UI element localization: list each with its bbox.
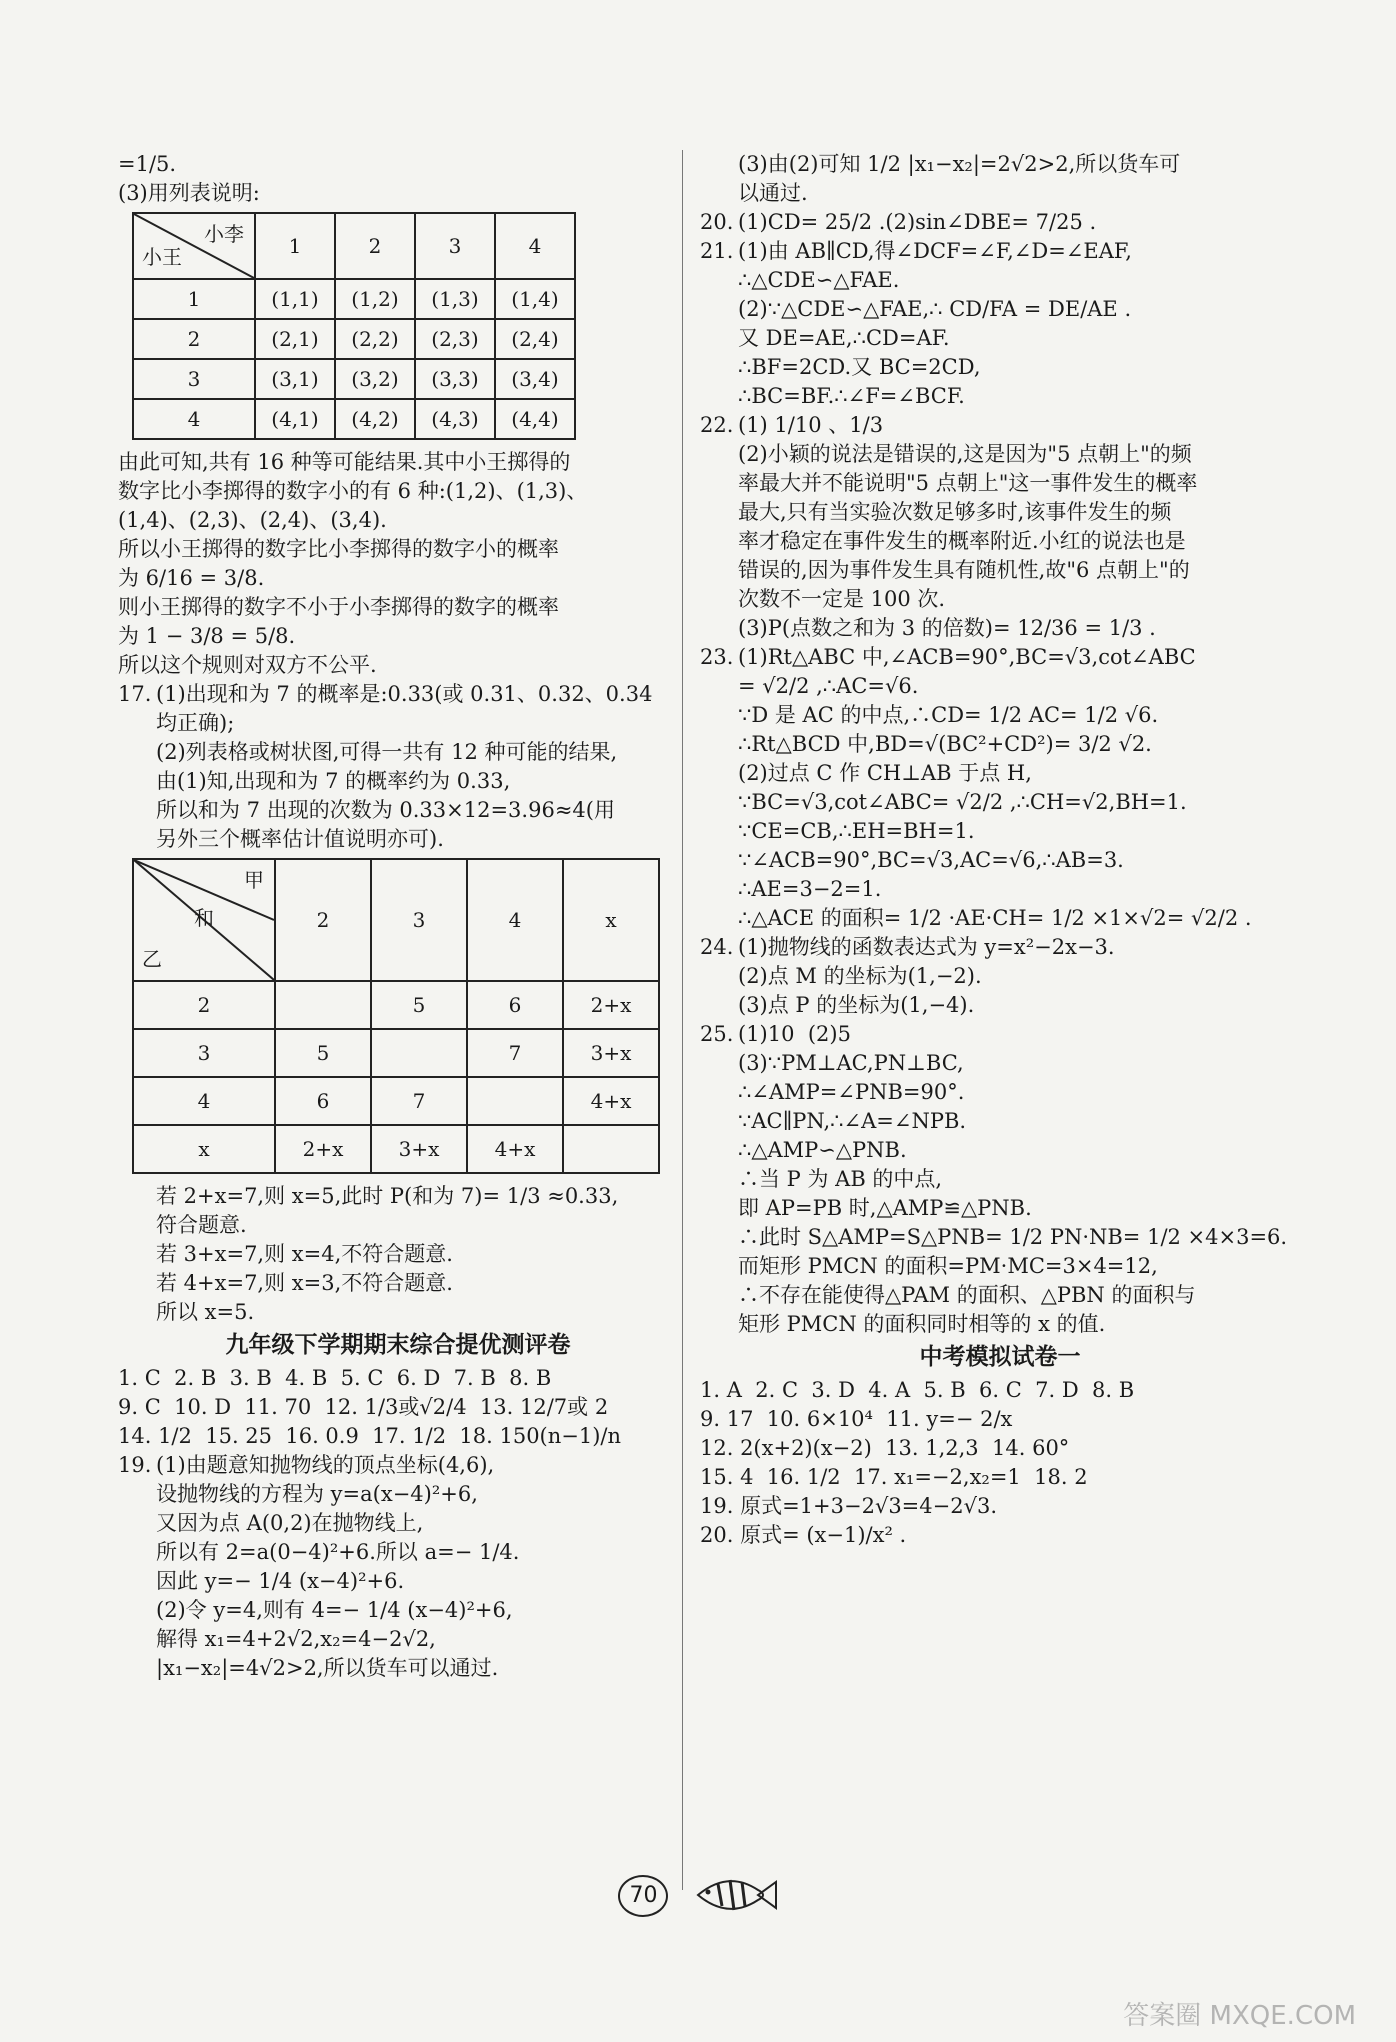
- text-line: =1/5.: [118, 152, 177, 176]
- answer-line: 1. A 2. C 3. D 4. A 5. B 6. C 7. D 8. B: [700, 1378, 1135, 1402]
- text-line: 以通过.: [738, 181, 808, 205]
- question-20: 20. (1)CD= 25/2 .(2)sin∠DBE= 7/25 .: [700, 210, 1097, 234]
- text-line: ∴不存在能使得△PAM 的面积、△PBN 的面积与: [738, 1283, 1196, 1307]
- text-line: ∵D 是 AC 的中点,∴CD= 1/2 AC= 1/2 √6.: [738, 703, 1159, 727]
- text-line: ∴△AMP∽△PNB.: [738, 1138, 907, 1162]
- table-row: 3 (3,1) (3,2) (3,3) (3,4): [133, 359, 575, 399]
- text-line: (2)小颖的说法是错误的,这是因为"5 点朝上"的频: [738, 442, 1192, 466]
- answer-line: 19. 原式=1+3−2√3=4−2√3.: [700, 1494, 998, 1518]
- right-column: [700, 150, 1300, 1550]
- text-line: (3)用列表说明:: [118, 181, 260, 205]
- table-header: 2: [275, 859, 371, 981]
- table-row: 1 (1,1) (1,2) (1,3) (1,4): [133, 279, 575, 319]
- text-line: 则小王掷得的数字不小于小李掷得的数字的概率: [118, 595, 559, 619]
- text-line: 最大,只有当实验次数足够多时,该事件发生的频: [738, 500, 1172, 524]
- text-line: (2)∵△CDE∽△FAE,∴ CD/FA = DE/AE .: [738, 297, 1132, 321]
- table-corner: 小李 小王: [133, 213, 255, 279]
- answer-line: 9. C 10. D 11. 70 12. 1/3或√2/4 13. 12/7或 2: [118, 1395, 609, 1419]
- text-line: ∴BF=2CD.又 BC=2CD,: [738, 355, 981, 379]
- text-line: (3)∵PM⊥AC,PN⊥BC,: [738, 1051, 964, 1075]
- text-line: 若 3+x=7,则 x=4,不符合题意.: [156, 1242, 453, 1266]
- question-17: 17. (1)出现和为 7 的概率是:0.33(或 0.31、0.32、0.34: [118, 682, 653, 706]
- text-line: 解得 x₁=4+2√2,x₂=4−2√2,: [156, 1627, 436, 1651]
- text-line: ∵BC=√3,cot∠ABC= √2/2 ,∴CH=√2,BH=1.: [738, 790, 1187, 814]
- text-line: ∴此时 S△AMP=S△PNB= 1/2 PN·NB= 1/2 ×4×3=6.: [738, 1225, 1288, 1249]
- text-line: ∴当 P 为 AB 的中点,: [738, 1167, 943, 1191]
- text-line: (1,4)、(2,3)、(2,4)、(3,4).: [118, 508, 387, 532]
- outcome-table-1: [132, 212, 576, 440]
- section-title: 九年级下学期期末综合提优测评卷: [225, 1332, 571, 1358]
- text-line: 由此可知,共有 16 种等可能结果.其中小王掷得的: [118, 450, 571, 474]
- text-line: 因此 y=− 1/4 (x−4)²+6.: [156, 1569, 405, 1593]
- table-header: 3: [415, 213, 495, 279]
- table-header: 1: [255, 213, 335, 279]
- text-line: 又 DE=AE,∴CD=AF.: [738, 326, 950, 350]
- text-line: ∴△CDE∽△FAE.: [738, 268, 900, 292]
- question-22: 22. (1) 1/10 、1/3: [700, 413, 884, 437]
- text-line: 所以和为 7 出现的次数为 0.33×12=3.96≈4(用: [156, 798, 615, 822]
- text-line: 所以有 2=a(0−4)²+6.所以 a=− 1/4.: [156, 1540, 520, 1564]
- text-line: |x₁−x₂|=4√2>2,所以货车可以通过.: [156, 1656, 499, 1680]
- text-line: 而矩形 PMCN 的面积=PM·MC=3×4=12,: [738, 1254, 1158, 1278]
- text-line: 所以小王掷得的数字比小李掷得的数字小的概率: [118, 537, 559, 561]
- text-line: ∴Rt△BCD 中,BD=√(BC²+CD²)= 3/2 √2.: [738, 732, 1152, 756]
- text-line: (3)P(点数之和为 3 的倍数)= 12/36 = 1/3 .: [738, 616, 1156, 640]
- page-number: 70: [618, 1875, 668, 1917]
- question-25: 25. (1)10 (2)5: [700, 1022, 851, 1046]
- answer-line: 14. 1/2 15. 25 16. 0.9 17. 1/2 18. 150(n−1)/n: [118, 1424, 622, 1448]
- text-line: 所以这个规则对双方不公平.: [118, 653, 377, 677]
- watermark: 答案圈 MXQE.COM: [1123, 2001, 1356, 2031]
- text-line: ∴∠AMP=∠PNB=90°.: [738, 1080, 965, 1104]
- text-line: 为 1 − 3/8 = 5/8.: [118, 624, 296, 648]
- table-row: 4 (4,1) (4,2) (4,3) (4,4): [133, 399, 575, 439]
- table-row: 3 5 7 3+x: [133, 1029, 659, 1077]
- table-header: 4: [467, 859, 563, 981]
- table-header: x: [563, 859, 659, 981]
- text-line: 率最大并不能说明"5 点朝上"这一事件发生的概率: [738, 471, 1198, 495]
- question-21: 21. (1)由 AB∥CD,得∠DCF=∠F,∠D=∠EAF,: [700, 239, 1132, 263]
- text-line: 所以 x=5.: [156, 1300, 255, 1324]
- text-line: ∵CE=CB,∴EH=BH=1.: [738, 819, 975, 843]
- text-line: = √2/2 ,∴AC=√6.: [738, 674, 919, 698]
- text-line: (2)过点 C 作 CH⊥AB 于点 H,: [738, 761, 1032, 785]
- text-line: 由(1)知,出现和为 7 的概率约为 0.33,: [156, 769, 511, 793]
- question-23: 23. (1)Rt△ABC 中,∠ACB=90°,BC=√3,cot∠ABC: [700, 645, 1196, 669]
- answer-line: 20. 原式= (x−1)/x² .: [700, 1523, 907, 1547]
- section-title: 中考模拟试卷一: [919, 1344, 1081, 1370]
- text-line: ∵AC∥PN,∴∠A=∠NPB.: [738, 1109, 967, 1133]
- text-line: 若 2+x=7,则 x=5,此时 P(和为 7)= 1/3 ≈0.33,: [156, 1184, 619, 1208]
- text-line: (3)由(2)可知 1/2 |x₁−x₂|=2√2>2,所以货车可: [738, 152, 1181, 176]
- text-line: ∵∠ACB=90°,BC=√3,AC=√6,∴AB=3.: [738, 848, 1124, 872]
- column-divider: [682, 150, 683, 1890]
- answer-line: 9. 17 10. 6×10⁴ 11. y=− 2/x: [700, 1407, 1013, 1431]
- question-19: 19. (1)由题意知抛物线的顶点坐标(4,6),: [118, 1453, 495, 1477]
- text-line: 设抛物线的方程为 y=a(x−4)²+6,: [156, 1482, 478, 1506]
- outcome-table-2: [132, 858, 660, 1174]
- text-line: 数字比小李掷得的数字小的有 6 种:(1,2)、(1,3)、: [118, 479, 588, 503]
- text-line: ∴△ACE 的面积= 1/2 ·AE·CH= 1/2 ×1×√2= √2/2 .: [738, 906, 1252, 930]
- table-header: 3: [371, 859, 467, 981]
- text-line: (2)令 y=4,则有 4=− 1/4 (x−4)²+6,: [156, 1598, 513, 1622]
- left-column: [118, 150, 678, 1683]
- text-line: 次数不一定是 100 次.: [738, 587, 946, 611]
- answer-line: 15. 4 16. 1/2 17. x₁=−2,x₂=1 18. 2: [700, 1465, 1088, 1489]
- text-line: 又因为点 A(0,2)在抛物线上,: [156, 1511, 424, 1535]
- text-line: 符合题意.: [156, 1213, 247, 1237]
- text-line: (2)列表格或树状图,可得一共有 12 种可能的结果,: [156, 740, 618, 764]
- text-line: 均正确);: [156, 711, 235, 735]
- table-row: x 2+x 3+x 4+x: [133, 1125, 659, 1173]
- table-header: 4: [495, 213, 575, 279]
- text-line: 矩形 PMCN 的面积同时相等的 x 的值.: [738, 1312, 1106, 1336]
- text-line: ∴BC=BF.∴∠F=∠BCF.: [738, 384, 965, 408]
- table-corner: 甲 和 乙: [133, 859, 275, 981]
- fish-icon: [688, 1870, 778, 1924]
- text-line: 为 6/16 = 3/8.: [118, 566, 265, 590]
- text-line: 另外三个概率估计值说明亦可).: [156, 827, 444, 851]
- text-line: (2)点 M 的坐标为(1,−2).: [738, 964, 982, 988]
- question-24: 24. (1)抛物线的函数表达式为 y=x²−2x−3.: [700, 935, 1115, 959]
- text-line: 若 4+x=7,则 x=3,不符合题意.: [156, 1271, 453, 1295]
- answer-line: 1. C 2. B 3. B 4. B 5. C 6. D 7. B 8. B: [118, 1366, 552, 1390]
- table-header: 2: [335, 213, 415, 279]
- table-row: 2 (2,1) (2,2) (2,3) (2,4): [133, 319, 575, 359]
- table-row: 4 6 7 4+x: [133, 1077, 659, 1125]
- text-line: 错误的,因为事件发生具有随机性,故"6 点朝上"的: [738, 558, 1190, 582]
- text-line: (3)点 P 的坐标为(1,−4).: [738, 993, 975, 1017]
- table-row: 2 5 6 2+x: [133, 981, 659, 1029]
- text-line: 即 AP=PB 时,△AMP≌△PNB.: [738, 1196, 1032, 1220]
- text-line: ∴AE=3−2=1.: [738, 877, 882, 901]
- text-line: 率才稳定在事件发生的概率附近.小红的说法也是: [738, 529, 1186, 553]
- answer-line: 12. 2(x+2)(x−2) 13. 1,2,3 14. 60°: [700, 1436, 1070, 1460]
- page-footer: [0, 1870, 1396, 1924]
